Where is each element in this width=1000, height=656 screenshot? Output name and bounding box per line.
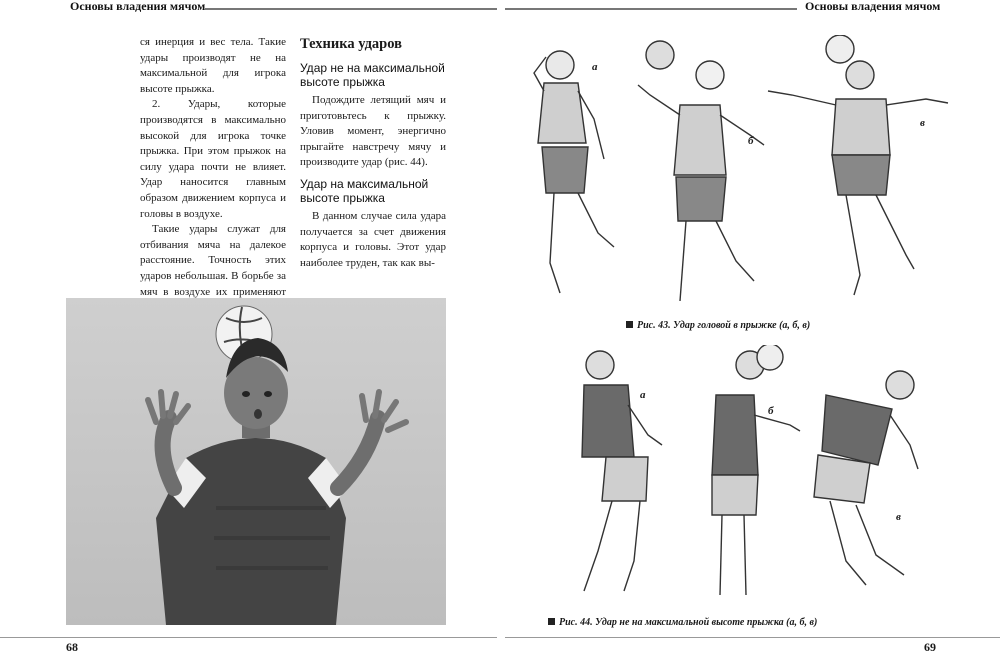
header-photo [66,298,446,625]
fig43-caption-text: Рис. 43. Удар головой в прыжке (а, б, в) [637,320,811,331]
fig43-label-b: б [748,135,754,147]
fig43-label-c: в [920,117,925,129]
right-page-header [505,0,1000,14]
subsection-title: Удар на максимальной высоте прыжка [300,176,429,205]
section-title: Техника ударов [300,36,402,52]
caption-bullet-icon [626,321,633,328]
figure-43 [520,35,960,312]
left-running-title: Основы владения мячом [70,0,206,13]
text-column-b [300,35,446,271]
paragraph: 2. Удары, которые производятся в максимально высокой для игрока точке прыжка. При этом прыжок на силу удара почти не влияет. Удар наносится главным образом движением корпуса и головы в воздухе. [140,98,286,220]
fig44-label-c: в [896,511,901,523]
left-page-header [0,0,497,14]
header-rule-right [505,8,797,10]
figure-44 [560,345,960,610]
heading-below-max-jump-illustration [560,345,960,610]
footer-rule-right [505,637,1000,638]
fig44-label-a: а [640,389,646,401]
subsection-title: Удар не на максимальной высоте прыжка [300,61,445,89]
paragraph: ся инерция и вес тела. Такие удары производят не на максимальной для игрока высоте прыжка. [140,36,286,95]
heading-in-jump-illustration [520,35,960,312]
page-number-right: 69 [924,640,936,654]
figure-44-caption [548,617,817,629]
footer-rule-left [0,637,497,638]
paragraph: В данном случае сила удара получается за счет движения корпуса и головы. Этот удар наиболее труден, так как вы- [300,209,446,269]
page-number-left: 68 [66,640,78,654]
right-running-title: Основы владения мячом [805,0,941,13]
page-gutter [497,0,505,656]
caption-bullet-icon [548,618,555,625]
figure-43-caption [626,320,810,332]
fig43-label-a: а [592,61,598,73]
player-heading-ball-image [66,298,446,625]
header-rule-left [205,8,497,10]
text-column-a [140,35,286,316]
fig44-label-b: б [768,405,774,417]
paragraph: Такие удары служат для отбивания мяча на далекое расстояние. Точность этих ударов небольшая. В борьбе за мяч в воздухе их применяют [140,223,286,298]
fig44-caption-text: Рис. 44. Удар не на максимальной высоте прыжка (а, б, в) [559,617,818,628]
paragraph: Подождите летящий мяч и приготовьтесь к прыжку. Уловив момент, энергично прыгайте навстречу мячу и производите удар (рис. 44). [300,94,446,169]
